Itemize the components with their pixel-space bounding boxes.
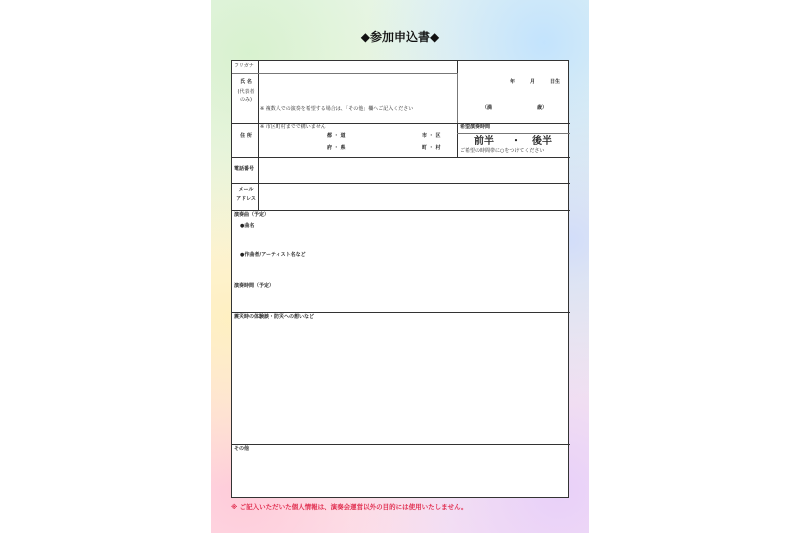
name-field[interactable] bbox=[260, 75, 455, 107]
dob-month-label: 月 bbox=[530, 79, 536, 85]
composer-label: ●作曲者/アーティスト名など bbox=[240, 252, 306, 258]
application-sheet bbox=[211, 0, 589, 533]
address-label: 住 所 bbox=[240, 133, 252, 139]
prefecture-option-1: 都 ・ 道 bbox=[327, 133, 346, 139]
song-name-field[interactable] bbox=[240, 231, 566, 249]
time-second-half[interactable]: 後半 bbox=[532, 136, 552, 147]
age-open-label: （満 bbox=[482, 105, 493, 111]
email-label: メール bbox=[238, 187, 254, 193]
furigana-field[interactable] bbox=[260, 62, 455, 72]
city-option-1: 市 ・ 区 bbox=[422, 133, 441, 139]
age-close-label: 歳） bbox=[537, 105, 548, 111]
duration-field[interactable] bbox=[234, 291, 566, 309]
time-note: ご希望の時間帯に○をつけてください bbox=[460, 148, 545, 154]
time-label: 希望演奏時間 bbox=[460, 124, 491, 130]
furigana-label: フリガナ bbox=[234, 63, 254, 69]
experience-label: 震災時の体験談・防災への想いなど bbox=[234, 314, 315, 320]
phone-field[interactable] bbox=[260, 159, 568, 181]
other-field[interactable] bbox=[234, 455, 566, 495]
name-label: 氏 名 bbox=[240, 79, 252, 85]
city-option-2: 町 ・ 村 bbox=[422, 145, 441, 151]
application-form-table bbox=[231, 60, 569, 498]
time-separator: ・ bbox=[511, 136, 521, 147]
name-label-sub2: のみ) bbox=[240, 97, 252, 103]
song-name-label: ●曲名 bbox=[240, 223, 255, 229]
dob-day-label: 日生 bbox=[550, 79, 561, 85]
other-label: その他 bbox=[234, 446, 250, 452]
songs-label: 演奏曲（予定） bbox=[234, 212, 270, 218]
address-note: ※ 市区町村までで構いません bbox=[260, 124, 326, 130]
experience-field[interactable] bbox=[234, 323, 566, 441]
duration-label: 演奏時間（予定） bbox=[234, 283, 275, 289]
prefecture-option-2: 府 ・ 県 bbox=[327, 145, 346, 151]
composer-field[interactable] bbox=[240, 260, 566, 278]
email-field[interactable] bbox=[260, 185, 568, 208]
privacy-note: ※ ご記入いただいた個人情報は、演奏会運営以外の目的には使用いたしません。 bbox=[231, 503, 468, 511]
phone-label: 電話番号 bbox=[234, 166, 255, 172]
name-note: ※ 複数人での演奏を希望する場合は、「その他」欄へご記入ください bbox=[260, 106, 414, 112]
name-label-sub1: (代表者 bbox=[237, 89, 255, 95]
email-label-sub: アドレス bbox=[236, 196, 256, 202]
time-first-half[interactable]: 前半 bbox=[474, 136, 494, 147]
dob-year-label: 年 bbox=[510, 79, 516, 85]
form-title: ◆参加申込書◆ bbox=[360, 30, 440, 44]
